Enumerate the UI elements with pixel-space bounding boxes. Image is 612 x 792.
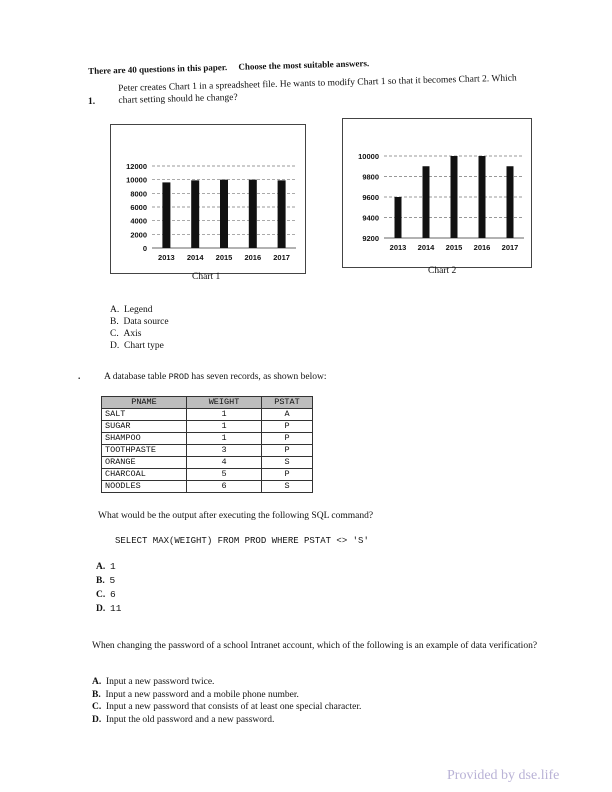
y-tick-label: 9800 (362, 172, 379, 182)
x-tick-label: 2017 (501, 243, 519, 252)
y-tick-label: 10000 (126, 175, 147, 185)
table-cell: A (262, 409, 313, 421)
bar-2015 (451, 156, 458, 238)
bar-2016 (249, 180, 257, 248)
q1-number: 1. (88, 97, 96, 107)
sql-command: SELECT MAX(WEIGHT) FROM PROD WHERE PSTAT <> 'S' (115, 536, 369, 546)
table-row (102, 481, 313, 493)
bar-2013 (395, 197, 402, 238)
x-tick-label: 2015 (445, 243, 463, 252)
q2-option-b[interactable]: B. 5 (96, 575, 116, 586)
x-tick-label: 2015 (215, 253, 233, 262)
y-tick-label: 2000 (130, 230, 147, 240)
table-cell: 1 (187, 421, 262, 433)
paper-intro (88, 58, 369, 76)
table-header-row (102, 397, 313, 409)
question-count-text: There are 40 questions in this paper. (88, 62, 228, 76)
q1-option-b[interactable]: B. Data source (110, 317, 169, 327)
x-tick-label: 2013 (389, 243, 407, 252)
table-header: WEIGHT (187, 397, 262, 409)
chart-2 (342, 118, 532, 268)
table-row (102, 457, 313, 469)
q1-option-d[interactable]: D. Chart type (110, 341, 164, 351)
table-cell: 3 (187, 445, 262, 457)
x-tick-label: 2013 (158, 253, 175, 262)
table-cell: CHARCOAL (102, 469, 187, 481)
chart-1 (110, 124, 306, 274)
q2-intro (104, 372, 327, 382)
q3-option-c[interactable]: C. Input a new password that consists of at least one special character. (92, 702, 362, 712)
q2-table-name: PROD (168, 372, 190, 382)
bar-2013 (162, 182, 170, 248)
table-row (102, 445, 313, 457)
y-tick-label: 0 (142, 244, 147, 253)
table-cell: 1 (187, 409, 262, 421)
x-tick-label: 2014 (417, 243, 435, 252)
q3-option-d[interactable]: D. Input the old password and a new password. (92, 714, 275, 725)
bar-2014 (423, 166, 430, 238)
x-tick-label: 2016 (244, 253, 262, 262)
q3-option-b[interactable]: B. Input a new password and a mobile phone number. (92, 689, 299, 700)
table-row (102, 409, 313, 421)
x-tick-label: 2014 (186, 253, 204, 262)
prod-table (101, 396, 313, 493)
chart-1-caption: Chart 1 (192, 272, 221, 282)
instruction-text: Choose the most suitable answers. (238, 58, 370, 72)
q1-options (110, 304, 169, 352)
x-tick-label: 2016 (473, 243, 491, 252)
y-tick-label: 6000 (130, 203, 147, 212)
q3-options (92, 676, 361, 726)
watermark: Provided by dse.life (447, 768, 560, 783)
q2-number: . (78, 372, 81, 382)
bar-2015 (220, 180, 228, 248)
bar-2016 (479, 156, 486, 238)
table-row (102, 433, 313, 445)
bar-2017 (507, 166, 514, 238)
q2-option-a[interactable]: A. 1 (96, 561, 116, 572)
table-cell: P (262, 445, 313, 457)
y-tick-label: 9200 (362, 234, 379, 243)
q3-option-a[interactable]: A. Input a new password twice. (92, 677, 215, 687)
y-tick-label: 12000 (126, 162, 147, 171)
table-cell: S (262, 481, 313, 493)
bar-2017 (278, 180, 286, 248)
table-cell: 5 (187, 469, 262, 481)
y-tick-label: 9400 (362, 213, 379, 223)
q2-options (96, 560, 121, 616)
q1-option-c[interactable]: C. Axis (110, 329, 142, 339)
chart-frame (111, 125, 306, 274)
y-tick-label: 8000 (130, 189, 147, 199)
table-cell: S (262, 457, 313, 469)
table-header: PSTAT (262, 397, 313, 409)
q1-option-a[interactable]: A. Legend (110, 305, 153, 315)
q2-option-d[interactable]: D. 11 (96, 603, 122, 614)
table-cell: 4 (187, 457, 262, 469)
table-header: PNAME (102, 397, 187, 409)
table-cell: SUGAR (102, 421, 187, 433)
table-cell: SALT (102, 409, 187, 421)
table-row (102, 421, 313, 433)
q2-intro-pre: A database table (104, 372, 167, 382)
y-tick-label: 9600 (362, 193, 379, 202)
x-tick-label: 2017 (273, 253, 290, 262)
table-row (102, 469, 313, 481)
table-cell: 1 (187, 433, 262, 445)
table-cell: P (262, 421, 313, 433)
chart-2-caption: Chart 2 (428, 266, 457, 276)
table-cell: 6 (187, 481, 262, 493)
table-cell: TOOTHPASTE (102, 445, 187, 457)
q2-intro-post: has seven records, as shown below: (191, 372, 327, 382)
y-tick-label: 10000 (358, 152, 379, 161)
q3-text: When changing the password of a school Intranet account, which of the following is an example of data verification? (92, 641, 538, 651)
table-cell: P (262, 469, 313, 481)
q1-text: Peter creates Chart 1 in a spreadsheet file. He wants to modify Chart 1 so that it becomes Chart 2. Which chart setting should he change? (118, 73, 517, 106)
y-tick-label: 4000 (130, 216, 147, 226)
bar-2014 (191, 180, 199, 248)
table-cell: ORANGE (102, 457, 187, 469)
q2-question: What would be the output after executing the following SQL command? (98, 511, 374, 521)
table-cell: NOODLES (102, 481, 187, 493)
table-cell: P (262, 433, 313, 445)
table-cell: SHAMPOO (102, 433, 187, 445)
q2-option-c[interactable]: C. 6 (96, 589, 116, 600)
